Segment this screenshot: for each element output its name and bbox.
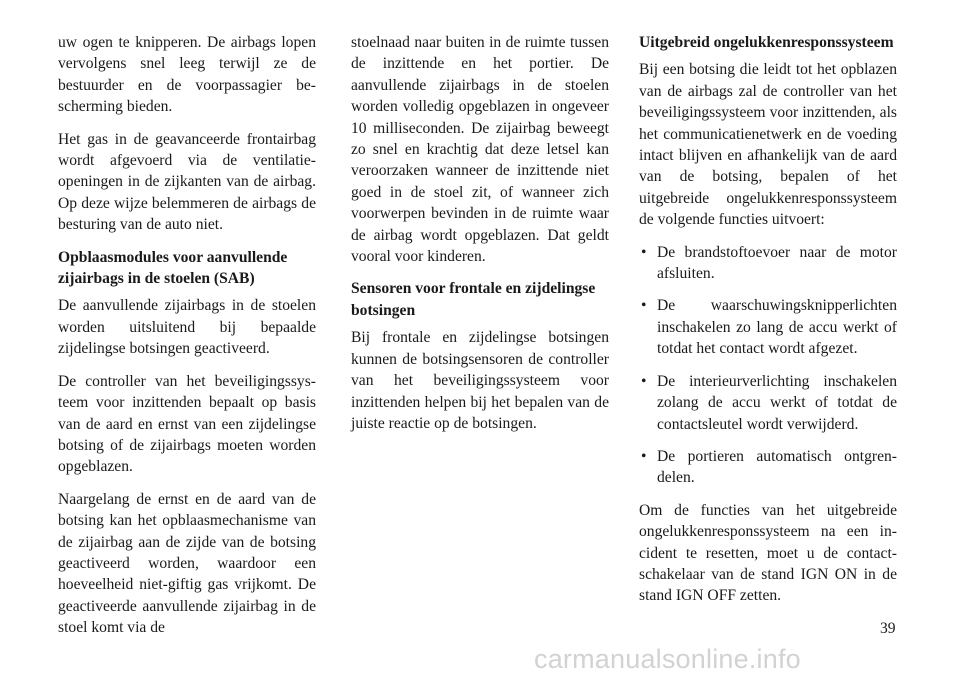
text-column-2 [351,32,609,445]
paragraph: De aanvullende zijairbags in de stoelen worden uitsluitend bij bepaalde zijdelingse botsingen geactiveerd. [58,297,316,358]
bullet-list [639,242,897,489]
text-column-1 [58,32,316,650]
section-heading: Opblaasmodules voor aanvullende zijairbags in de stoelen (SAB) [58,248,288,288]
list-item: • De waarschuwingsknipperlichten inschakelen zo lang de accu werkt of totdat het contact wordt afgezet. [639,295,897,359]
section-heading: Uitgebreid ongelukkenresponssysteem [639,34,894,51]
list-item: • De brandstoftoevoer naar de motor afsluiten. [639,242,897,285]
paragraph: Om de functies van het uitgebreide ongelukkenresponssysteem na een incident te resetten, moet u de contactschakelaar van de stand IGN ON in de stand IGN OFF zetten. [639,501,897,605]
paragraph: Naargelang de ernst en de aard van de botsing kan het opblaasmechanisme van de zijairbag aan de zijde van de botsing geactiveerd worden, waardoor een hoeveelheid niet-giftig gas vrijkomt. De geactiveerde aanvullende zijairbag in de stoel komt via de [58,490,316,637]
section-heading: Sensoren voor frontale en zijdelingse botsingen [351,280,596,319]
watermark: carmanualsonline.info [534,644,801,674]
paragraph: De controller van het beveiligingssysteem voor inzittenden bepaalt op basis van de aard en ernst van een zijdelingse botsing of de zijairbags moeten worden opgeblazen. [58,372,316,476]
list-item: • De interieurverlichting inschakelen zolang de accu werkt of totdat de contactsleutel wordt verwijderd. [639,371,897,435]
page-number: 39 [880,620,896,637]
paragraph: uw ogen te knipperen. De airbags lopen vervolgens snel leeg terwijl ze de bestuurder en de voorpassagier bescherming bieden. [58,34,316,116]
list-item: • De portieren automatisch ontgrendelen. [639,446,897,489]
paragraph: Bij frontale en zijdelingse botsingen kunnen de botsingsensoren de controller van het beveiligingssysteem voor inzittenden helpen bij het bepalen van de juiste reactie op de botsingen. [351,329,609,432]
paragraph: Het gas in de geavanceerde frontairbag wordt afgevoerd via de ventilatieopeningen in de zijkanten van de airbag. Op deze wijze belemmeren de airbags de besturing van de auto niet. [58,130,316,234]
paragraph: Bij een botsing die leidt tot het opblazen van de airbags zal de controller van het beveiligingssysteem voor inzittenden, als het communicatienetwerk en de voeding intact blijven en afhankelijk van de aard van de botsing, bepalen of het uitgebreide ongelukkenresponssysteem de volgende functies uitvoert: [639,61,897,229]
text-column-3 [639,32,897,618]
paragraph: stoelnaad naar buiten in de ruimte tussen de inzittende en het portier. De aanvullende zijairbags in de stoelen worden volledig opgeblazen in ongeveer 10 milliseconden. De zijairbag beweegt zo snel en krachtig dat deze letsel kan veroorzaken wanneer de inzittende niet goed in de stoel zit, of wanneer zich voorwerpen bevinden in de ruimte waar de airbag wordt opgeblazen. Dat geldt vooral voor kinderen. [351,34,609,266]
